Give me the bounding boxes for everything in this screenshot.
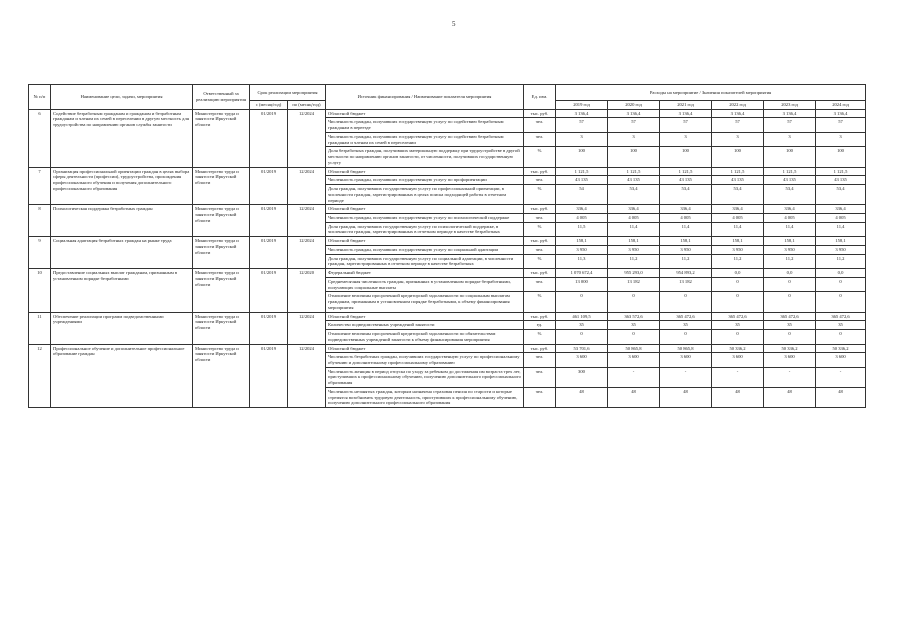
value-cell: 3 600 bbox=[608, 353, 660, 367]
header-years-group: Расходы на мероприятие / Значения показателей мероприятия bbox=[556, 85, 866, 101]
indicator-name: Численность граждан, получивших государственную услугу по содействию безработным гражданам в переезде bbox=[326, 118, 524, 132]
value-cell: 43 135 bbox=[764, 176, 816, 185]
header-num: № п/п bbox=[29, 85, 51, 110]
value-cell: 0 bbox=[764, 292, 816, 312]
value-cell: 53,4 bbox=[816, 185, 866, 205]
value-cell: 43 135 bbox=[816, 176, 866, 185]
value-cell: 336,4 bbox=[764, 205, 816, 214]
value-cell: 35 bbox=[712, 321, 764, 330]
indicator-name: Численность граждан, получивших государственную услугу по содействию безработным гражданам и членам их семей в переселении bbox=[326, 132, 524, 146]
period-to: 12/2024 bbox=[288, 205, 326, 237]
value-cell: 0 bbox=[816, 330, 866, 344]
value-cell: 4 005 bbox=[712, 214, 764, 223]
unit-cell: % bbox=[524, 330, 556, 344]
value-cell: 11,4 bbox=[660, 222, 712, 236]
value-cell: 35 bbox=[556, 321, 608, 330]
row-number: 10 bbox=[29, 269, 51, 312]
value-cell: 300 bbox=[556, 367, 608, 387]
value-cell: 955 293,0 bbox=[608, 269, 660, 278]
period-from: 01/2019 bbox=[250, 109, 288, 167]
value-cell: 158,1 bbox=[712, 237, 764, 246]
unit-cell: чел. bbox=[524, 214, 556, 223]
unit-cell: тыс. руб. bbox=[524, 167, 556, 176]
period-to: 12/2020 bbox=[288, 269, 326, 312]
table-body bbox=[29, 109, 866, 407]
value-cell: 100 bbox=[608, 147, 660, 167]
unit-cell: чел. bbox=[524, 277, 556, 291]
header-to: по (месяц/год) bbox=[288, 101, 326, 110]
period-to: 12/2024 bbox=[288, 312, 326, 344]
table-row bbox=[29, 269, 866, 278]
activity-name: Психологическая поддержка безработных граждан bbox=[51, 205, 193, 237]
value-cell: 365 472,6 bbox=[660, 312, 712, 321]
indicator-name: Численность граждан, получивших государственную услугу по психологической поддержке bbox=[326, 214, 524, 223]
activity-name: Профессиональное обучение и дополнительное профессиональное образование граждан bbox=[51, 344, 193, 408]
responsible-executor: Министерство труда и занятости Иркутской области bbox=[193, 237, 250, 269]
value-cell: 0 bbox=[712, 292, 764, 312]
value-cell: 57 bbox=[660, 118, 712, 132]
unit-cell: тыс. руб. bbox=[524, 109, 556, 118]
period-from: 01/2019 bbox=[250, 269, 288, 312]
value-cell: 365 472,6 bbox=[816, 312, 866, 321]
indicator-name: Федеральный бюджет bbox=[326, 269, 524, 278]
value-cell: 11,2 bbox=[660, 254, 712, 268]
value-cell: 3 950 bbox=[712, 245, 764, 254]
indicator-name: Доля безработных граждан, получивших материальную поддержку при трудоустройстве в другой местности по направлению органов занятости, от численности, получивших государственную услугу bbox=[326, 147, 524, 167]
activity-name: Содействие безработным гражданам и гражданам и безработным гражданам и членам их семей в переселении в другую местность для трудоустройства по направлению органов службы занятости bbox=[51, 109, 193, 167]
value-cell: 0 bbox=[608, 330, 660, 344]
value-cell: 0 bbox=[764, 277, 816, 291]
value-cell: 0 bbox=[764, 330, 816, 344]
value-cell: 1 121,5 bbox=[816, 167, 866, 176]
value-cell: 3 bbox=[608, 132, 660, 146]
value-cell: 3 950 bbox=[660, 245, 712, 254]
indicator-name: Доля граждан, получивших государственную услугу по социальной адаптации, в численности граждан, зарегистрированных в отчетном периоде в качестве безработных bbox=[326, 254, 524, 268]
value-cell: - bbox=[660, 367, 712, 387]
responsible-executor: Министерство труда и занятости Иркутской области bbox=[193, 167, 250, 205]
value-cell: 1 121,5 bbox=[764, 167, 816, 176]
period-from: 01/2019 bbox=[250, 167, 288, 205]
indicator-name: Среднемесячная численность граждан, признанных в установленном порядке безработными, получающих социальные выплаты bbox=[326, 277, 524, 291]
value-cell: 50 336,2 bbox=[816, 344, 866, 353]
value-cell: 954 893,2 bbox=[660, 269, 712, 278]
value-cell: 48 bbox=[556, 387, 608, 407]
value-cell: 53,4 bbox=[712, 185, 764, 205]
value-cell: 50 336,2 bbox=[764, 344, 816, 353]
unit-cell: тыс. руб. bbox=[524, 205, 556, 214]
page-number: 5 bbox=[452, 20, 456, 28]
value-cell: 100 bbox=[712, 147, 764, 167]
value-cell: 3 600 bbox=[660, 353, 712, 367]
value-cell: 0 bbox=[816, 277, 866, 291]
value-cell: 48 bbox=[660, 387, 712, 407]
unit-cell: чел. bbox=[524, 132, 556, 146]
value-cell: 0 bbox=[712, 330, 764, 344]
activity-name: Социальная адаптация безработных граждан на рынке труда bbox=[51, 237, 193, 269]
responsible-executor: Министерство труда и занятости Иркутской области bbox=[193, 109, 250, 167]
value-cell: 43 135 bbox=[556, 176, 608, 185]
value-cell: 11,4 bbox=[764, 222, 816, 236]
unit-cell: тыс. руб. bbox=[524, 237, 556, 246]
value-cell: 35 bbox=[660, 321, 712, 330]
unit-cell: чел. bbox=[524, 245, 556, 254]
unit-cell: чел. bbox=[524, 118, 556, 132]
row-number: 9 bbox=[29, 237, 51, 269]
header-year: 2022 год bbox=[712, 101, 764, 110]
value-cell: 43 135 bbox=[712, 176, 764, 185]
unit-cell: чел. bbox=[524, 176, 556, 185]
value-cell: 3 136,4 bbox=[712, 109, 764, 118]
period-to: 12/2024 bbox=[288, 344, 326, 408]
indicator-name: Доля граждан, получивших государственную услугу по профессиональной ориентации, в численности граждан, зарегистрированных в целях поиска подходящей работы в отчетном периоде bbox=[326, 185, 524, 205]
value-cell: 336,4 bbox=[660, 205, 712, 214]
value-cell: - bbox=[816, 367, 866, 387]
value-cell: 158,1 bbox=[556, 237, 608, 246]
value-cell: 100 bbox=[556, 147, 608, 167]
value-cell: 3 600 bbox=[712, 353, 764, 367]
value-cell: 1 121,5 bbox=[608, 167, 660, 176]
period-from: 01/2019 bbox=[250, 205, 288, 237]
unit-cell: % bbox=[524, 254, 556, 268]
table-row bbox=[29, 167, 866, 176]
indicator-name: Областной бюджет bbox=[326, 109, 524, 118]
value-cell: 57 bbox=[816, 118, 866, 132]
value-cell: 3 600 bbox=[764, 353, 816, 367]
unit-cell: чел. bbox=[524, 367, 556, 387]
table-row bbox=[29, 312, 866, 321]
value-cell: 3 bbox=[712, 132, 764, 146]
value-cell: 3 950 bbox=[608, 245, 660, 254]
value-cell: 1 070 672,4 bbox=[556, 269, 608, 278]
header-name: Наименование цели, задачи, мероприятия bbox=[51, 85, 193, 110]
unit-cell: % bbox=[524, 147, 556, 167]
period-from: 01/2019 bbox=[250, 312, 288, 344]
value-cell: 3 bbox=[556, 132, 608, 146]
value-cell: 336,4 bbox=[608, 205, 660, 214]
value-cell: 1 121,5 bbox=[712, 167, 764, 176]
value-cell: 43 135 bbox=[660, 176, 712, 185]
value-cell: 50 336,2 bbox=[712, 344, 764, 353]
indicator-name: Количество подведомственных учреждений занятости bbox=[326, 321, 524, 330]
table-row bbox=[29, 344, 866, 353]
value-cell: 11,4 bbox=[608, 222, 660, 236]
value-cell: 53 701,6 bbox=[556, 344, 608, 353]
value-cell: 3 136,4 bbox=[764, 109, 816, 118]
value-cell: 3 136,4 bbox=[608, 109, 660, 118]
value-cell: 48 bbox=[764, 387, 816, 407]
activity-name: Организация профессиональной ориентации граждан в целях выбора сферы деятельности (профессии), трудоустройства, прохождения профессионального обучения и получения дополнительного профессионального образования bbox=[51, 167, 193, 205]
value-cell: 3 136,4 bbox=[556, 109, 608, 118]
header-year: 2020 год bbox=[608, 101, 660, 110]
indicator-name: Областной бюджет bbox=[326, 344, 524, 353]
table-row bbox=[29, 109, 866, 118]
indicator-name: Численность граждан, получивших государственную услугу по профориентации bbox=[326, 176, 524, 185]
value-cell: 0 bbox=[660, 330, 712, 344]
table-row bbox=[29, 237, 866, 246]
indicator-name: Отношение величины просроченной кредиторской задолженности по социальным выплатам гражданам, признанным в установленном порядке безработными, к объему финансирования мероприятия bbox=[326, 292, 524, 312]
value-cell: 53,4 bbox=[608, 185, 660, 205]
value-cell: 158,1 bbox=[608, 237, 660, 246]
value-cell: 0 bbox=[816, 292, 866, 312]
unit-cell: тыс. руб. bbox=[524, 312, 556, 321]
value-cell: 11,2 bbox=[608, 254, 660, 268]
value-cell: 57 bbox=[764, 118, 816, 132]
value-cell: 3 950 bbox=[556, 245, 608, 254]
value-cell: 4 005 bbox=[764, 214, 816, 223]
value-cell: 3 950 bbox=[816, 245, 866, 254]
responsible-executor: Министерство труда и занятости Иркутской области bbox=[193, 312, 250, 344]
value-cell: 3 136,4 bbox=[816, 109, 866, 118]
value-cell: 0,0 bbox=[764, 269, 816, 278]
value-cell: 100 bbox=[816, 147, 866, 167]
responsible-executor: Министерство труда и занятости Иркутской области bbox=[193, 344, 250, 408]
indicator-name: Численность незанятых граждан, которым назначена страховая пенсия по старости и которые стремятся возобновить трудовую деятельность, приступивших к профессиональному обучению, получению дополнительного профессионального образования bbox=[326, 387, 524, 407]
value-cell: 158,1 bbox=[660, 237, 712, 246]
header-from: с (месяц/год) bbox=[250, 101, 288, 110]
unit-cell: % bbox=[524, 292, 556, 312]
row-number: 6 bbox=[29, 109, 51, 167]
activity-name: Обеспечение реализации программ подведомственными учреждениями bbox=[51, 312, 193, 344]
value-cell: 3 950 bbox=[764, 245, 816, 254]
value-cell: 48 bbox=[608, 387, 660, 407]
value-cell: 11,2 bbox=[712, 254, 764, 268]
value-cell: 365 472,6 bbox=[764, 312, 816, 321]
value-cell: 57 bbox=[608, 118, 660, 132]
header-unit: Ед. изм. bbox=[524, 85, 556, 110]
value-cell: 3 600 bbox=[556, 353, 608, 367]
responsible-executor: Министерство труда и занятости Иркутской области bbox=[193, 269, 250, 312]
value-cell: 158,1 bbox=[764, 237, 816, 246]
period-from: 01/2019 bbox=[250, 237, 288, 269]
unit-cell: чел. bbox=[524, 387, 556, 407]
value-cell: 11,2 bbox=[816, 254, 866, 268]
table-row bbox=[29, 205, 866, 214]
activity-name: Предоставление социальных выплат гражданам, признанным в установленном порядке безработными bbox=[51, 269, 193, 312]
value-cell: 0,0 bbox=[816, 269, 866, 278]
indicator-name: Численность граждан, получивших государственную услугу по социальной адаптации bbox=[326, 245, 524, 254]
row-number: 7 bbox=[29, 167, 51, 205]
value-cell: 0,0 bbox=[712, 269, 764, 278]
value-cell: 0 bbox=[556, 292, 608, 312]
value-cell: 363 572,6 bbox=[608, 312, 660, 321]
header-year: 2024 год bbox=[816, 101, 866, 110]
value-cell: - bbox=[712, 367, 764, 387]
value-cell: 35 bbox=[608, 321, 660, 330]
value-cell: 100 bbox=[660, 147, 712, 167]
value-cell: 0 bbox=[712, 277, 764, 291]
period-to: 12/2024 bbox=[288, 109, 326, 167]
indicator-name: Отношение величины просроченной кредиторской задолженности по обязательствам подведомственных учреждений занятости к объему финансирования мероприятия bbox=[326, 330, 524, 344]
value-cell: 0 bbox=[660, 292, 712, 312]
value-cell: 336,4 bbox=[556, 205, 608, 214]
value-cell: 13 182 bbox=[608, 277, 660, 291]
value-cell: 50 865,8 bbox=[608, 344, 660, 353]
value-cell: 53,4 bbox=[660, 185, 712, 205]
value-cell: 461 109,5 bbox=[556, 312, 608, 321]
value-cell: - bbox=[608, 367, 660, 387]
value-cell: 43 135 bbox=[608, 176, 660, 185]
indicator-name: Областной бюджет bbox=[326, 312, 524, 321]
indicator-name: Областной бюджет bbox=[326, 237, 524, 246]
value-cell: 336,4 bbox=[816, 205, 866, 214]
activities-table bbox=[28, 84, 866, 408]
period-to: 12/2024 bbox=[288, 237, 326, 269]
value-cell: 4 005 bbox=[660, 214, 712, 223]
unit-cell: % bbox=[524, 185, 556, 205]
value-cell: 35 bbox=[764, 321, 816, 330]
value-cell: 35 bbox=[816, 321, 866, 330]
value-cell: 4 005 bbox=[816, 214, 866, 223]
value-cell: 365 472,6 bbox=[712, 312, 764, 321]
value-cell: 4 005 bbox=[608, 214, 660, 223]
value-cell: 54 bbox=[556, 185, 608, 205]
value-cell: 0 bbox=[556, 330, 608, 344]
value-cell: 336,4 bbox=[712, 205, 764, 214]
unit-cell: % bbox=[524, 222, 556, 236]
value-cell: 3 600 bbox=[816, 353, 866, 367]
value-cell: 48 bbox=[816, 387, 866, 407]
value-cell: 53,4 bbox=[764, 185, 816, 205]
responsible-executor: Министерство труда и занятости Иркутской области bbox=[193, 205, 250, 237]
value-cell: 11,5 bbox=[556, 222, 608, 236]
value-cell: 11,4 bbox=[712, 222, 764, 236]
unit-cell: ед. bbox=[524, 321, 556, 330]
unit-cell: тыс. руб. bbox=[524, 269, 556, 278]
value-cell: 158,1 bbox=[816, 237, 866, 246]
unit-cell: тыс. руб. bbox=[524, 344, 556, 353]
header-source: Источник финансирования / Наименование показателя мероприятия bbox=[326, 85, 524, 110]
value-cell: 1 121,5 bbox=[660, 167, 712, 176]
header-period: Срок реализации мероприятия bbox=[250, 85, 326, 101]
row-number: 12 bbox=[29, 344, 51, 408]
value-cell: 11,2 bbox=[764, 254, 816, 268]
value-cell: 100 bbox=[764, 147, 816, 167]
value-cell: 57 bbox=[712, 118, 764, 132]
indicator-name: Численность безработных граждан, получивших государственную услугу по профессиональному обучению и дополнительному профессиональному образованию bbox=[326, 353, 524, 367]
value-cell: 11,3 bbox=[556, 254, 608, 268]
value-cell: 48 bbox=[712, 387, 764, 407]
period-from: 01/2019 bbox=[250, 344, 288, 408]
value-cell: 0 bbox=[608, 292, 660, 312]
indicator-name: Областной бюджет bbox=[326, 205, 524, 214]
value-cell: 3 bbox=[660, 132, 712, 146]
header-year: 2019 год bbox=[556, 101, 608, 110]
indicator-name: Численность женщин в период отпуска по уходу за ребенком до достижения им возраста трех лет, приступивших к профессиональному обучению, получению дополнительного профессионального образования bbox=[326, 367, 524, 387]
value-cell: 1 121,5 bbox=[556, 167, 608, 176]
value-cell: 11,4 bbox=[816, 222, 866, 236]
header-responsible: Ответственный за реализацию мероприятия bbox=[193, 85, 250, 110]
value-cell: 13 182 bbox=[660, 277, 712, 291]
period-to: 12/2024 bbox=[288, 167, 326, 205]
value-cell: - bbox=[764, 367, 816, 387]
value-cell: 3 136,4 bbox=[660, 109, 712, 118]
value-cell: 13 000 bbox=[556, 277, 608, 291]
indicator-name: Доля граждан, получивших государственную услугу по психологической поддержке, в численности граждан, зарегистрированных в отчетном периоде в качестве безработных bbox=[326, 222, 524, 236]
header-year: 2023 год bbox=[764, 101, 816, 110]
value-cell: 3 bbox=[816, 132, 866, 146]
value-cell: 50 865,8 bbox=[660, 344, 712, 353]
header-year: 2021 год bbox=[660, 101, 712, 110]
value-cell: 57 bbox=[556, 118, 608, 132]
row-number: 11 bbox=[29, 312, 51, 344]
indicator-name: Областной бюджет bbox=[326, 167, 524, 176]
value-cell: 3 bbox=[764, 132, 816, 146]
row-number: 8 bbox=[29, 205, 51, 237]
value-cell: 4 005 bbox=[556, 214, 608, 223]
unit-cell: чел. bbox=[524, 353, 556, 367]
